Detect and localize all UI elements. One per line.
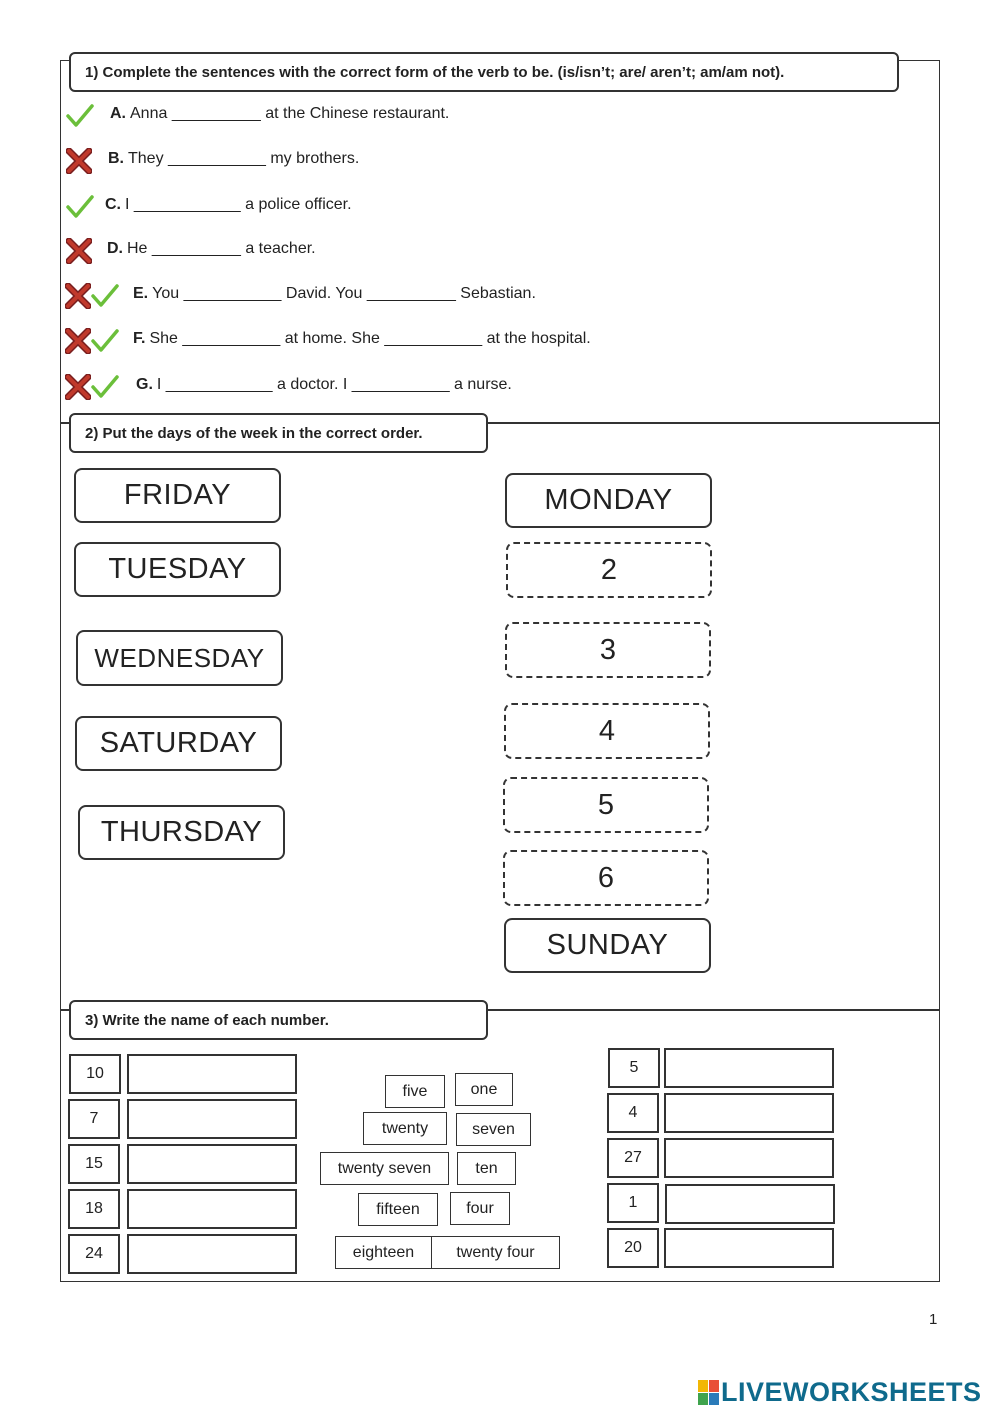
answer-status-marks [66,194,94,220]
day-card-friday[interactable]: FRIDAY [74,468,281,523]
sentence-item[interactable] [108,150,359,168]
sentence-letter: G. [136,376,153,393]
answer-box[interactable] [664,1093,834,1133]
sentence-item[interactable] [133,285,536,303]
answer-box[interactable] [664,1048,834,1088]
answer-box[interactable] [127,1234,297,1274]
order-first-monday: MONDAY [505,473,712,528]
order-slot-4[interactable]: 4 [504,703,710,759]
sentence-text: I ____________ a doctor. I ___________ a nurse. [156,376,512,393]
order-last-sunday: SUNDAY [504,918,711,973]
answer-status-marks [65,328,119,354]
answer-box[interactable] [127,1144,297,1184]
sentence-text: They ___________ my brothers. [128,150,360,167]
answer-box[interactable] [664,1228,834,1268]
check-icon [66,103,94,129]
word-card-seven[interactable]: seven [456,1113,531,1146]
cross-icon [66,238,92,264]
sentence-letter: C. [105,196,121,213]
order-slot-2[interactable]: 2 [506,542,712,598]
word-card-twenty[interactable]: twenty [363,1112,447,1145]
brand-logo [697,1377,982,1408]
section3-title: 3) Write the name of each number. [69,1000,488,1040]
answer-status-marks [66,238,92,264]
brand-name: LIVEWORKSHEETS [721,1377,982,1407]
number-label: 10 [69,1054,121,1094]
word-card-one[interactable]: one [455,1073,513,1106]
answer-status-marks [65,283,119,309]
sentence-text: I ____________ a police officer. [125,196,352,213]
brand-logo-icon [697,1378,721,1408]
sentence-text: She ___________ at home. She ___________ at the hospital. [149,330,591,347]
day-card-thursday[interactable]: THURSDAY [78,805,285,860]
word-card-four[interactable]: four [450,1192,510,1225]
section2-title: 2) Put the days of the week in the correct order. [69,413,488,453]
sentence-letter: E. [133,285,149,302]
day-card-tuesday[interactable]: TUESDAY [74,542,281,597]
answer-status-marks [66,148,92,174]
word-card-five[interactable]: five [385,1075,445,1108]
day-card-wednesday[interactable]: WEDNESDAY [76,630,283,686]
answer-status-marks [65,374,119,400]
check-icon [66,194,94,220]
answer-box[interactable] [127,1189,297,1229]
answer-box[interactable] [127,1099,297,1139]
sentence-item[interactable] [136,376,512,394]
sentence-text: Anna __________ at the Chinese restaurant. [130,105,450,122]
sentence-item[interactable] [107,240,316,258]
answer-box[interactable] [664,1138,834,1178]
cross-icon [66,148,92,174]
answer-status-marks [66,103,94,129]
sentence-text: You ___________ David. You __________ Sebastian. [152,285,536,302]
number-label: 18 [68,1189,120,1229]
sentence-letter: B. [108,150,124,167]
number-label: 5 [608,1048,660,1088]
section1-title: 1) Complete the sentences with the correct form of the verb to be. (is/isn’t; are/ aren’t; am/am not). [69,52,899,92]
number-label: 4 [607,1093,659,1133]
day-card-saturday[interactable]: SATURDAY [75,716,282,771]
check-icon [91,374,119,400]
sentence-item[interactable] [133,330,591,348]
number-label: 20 [607,1228,659,1268]
order-slot-6[interactable]: 6 [503,850,709,906]
word-card-eighteen[interactable]: eighteen [335,1236,432,1269]
sentence-letter: D. [107,240,123,257]
sentence-item[interactable] [105,196,352,214]
number-label: 27 [607,1138,659,1178]
sentence-item[interactable] [110,105,449,123]
number-label: 7 [68,1099,120,1139]
sentence-letter: A. [110,105,126,122]
word-card-fifteen[interactable]: fifteen [358,1193,438,1226]
word-card-twenty-four[interactable]: twenty four [431,1236,560,1269]
cross-icon [65,328,91,354]
word-card-ten[interactable]: ten [457,1152,516,1185]
check-icon [91,328,119,354]
number-label: 1 [607,1183,659,1223]
answer-box[interactable] [127,1054,297,1094]
number-label: 15 [68,1144,120,1184]
number-label: 24 [68,1234,120,1274]
order-slot-5[interactable]: 5 [503,777,709,833]
check-icon [91,283,119,309]
order-slot-3[interactable]: 3 [505,622,711,678]
answer-box[interactable] [665,1184,835,1224]
sentence-letter: F. [133,330,146,347]
sentence-text: He __________ a teacher. [127,240,316,257]
cross-icon [65,283,91,309]
word-card-twenty-seven[interactable]: twenty seven [320,1152,449,1185]
page-number: 1 [929,1311,938,1328]
cross-icon [65,374,91,400]
